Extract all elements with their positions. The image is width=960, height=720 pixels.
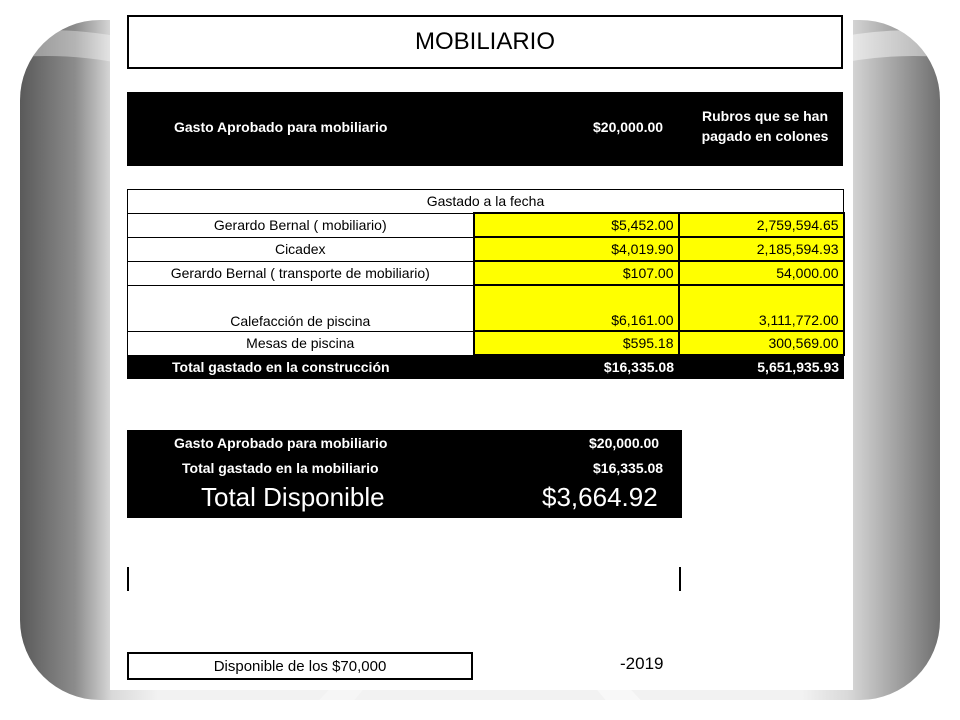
available-70000-value: -2019 (620, 654, 664, 673)
table-row (128, 213, 844, 237)
rubros-note (687, 106, 843, 146)
cell-border-mark (127, 567, 129, 591)
spreadsheet-sheet (110, 0, 853, 690)
approved-budget-header (127, 92, 843, 166)
row-name: Mesas de piscina (128, 331, 474, 355)
total-available-label: Total Disponible (201, 482, 385, 512)
summary-approved-label: Gasto Aprobado para mobiliario (174, 435, 388, 451)
total-name: Total gastado en la construcción (128, 355, 474, 379)
table-row (128, 331, 844, 355)
summary-block (127, 430, 682, 518)
row-crc: 2,759,594.65 (679, 213, 844, 237)
row-crc: 2,185,594.93 (679, 237, 844, 261)
summary-approved-value: $20,000.00 (589, 435, 660, 451)
row-usd: $5,452.00 (474, 213, 679, 237)
row-crc: 3,111,772.00 (679, 285, 844, 331)
available-70000-box: Disponible de los $70,000 (127, 652, 473, 680)
table-row (128, 285, 844, 331)
section-title: Gastado a la fecha (128, 190, 844, 214)
approved-budget-label: Gasto Aprobado para mobiliario (174, 119, 388, 135)
expenses-table (127, 189, 845, 379)
row-usd: $6,161.00 (474, 285, 679, 331)
total-crc: 5,651,935.93 (679, 355, 844, 379)
row-crc: 54,000.00 (679, 261, 844, 285)
table-row (128, 261, 844, 285)
summary-spent-label: Total gastado en la mobiliario (182, 460, 379, 476)
table-row (128, 237, 844, 261)
row-name: Calefacción de piscina (128, 285, 474, 331)
rubros-note-line2: pagado en colones (701, 128, 829, 144)
row-name: Gerardo Bernal ( mobiliario) (128, 213, 474, 237)
row-usd: $107.00 (474, 261, 679, 285)
row-crc: 300,569.00 (679, 331, 844, 355)
row-name: Gerardo Bernal ( transporte de mobiliario) (128, 261, 474, 285)
page-title: MOBILIARIO (127, 15, 843, 69)
total-available-value: $3,664.92 (542, 482, 658, 512)
table-header-row (128, 190, 844, 214)
summary-spent-value: $16,335.08 (593, 460, 664, 476)
table-total-row (128, 355, 844, 379)
total-usd: $16,335.08 (474, 355, 679, 379)
rubros-note-line1: Rubros que se han (701, 108, 829, 124)
row-name: Cicadex (128, 237, 474, 261)
approved-budget-amount: $20,000.00 (593, 119, 664, 135)
row-usd: $4,019.90 (474, 237, 679, 261)
cell-border-mark (679, 567, 681, 591)
row-usd: $595.18 (474, 331, 679, 355)
